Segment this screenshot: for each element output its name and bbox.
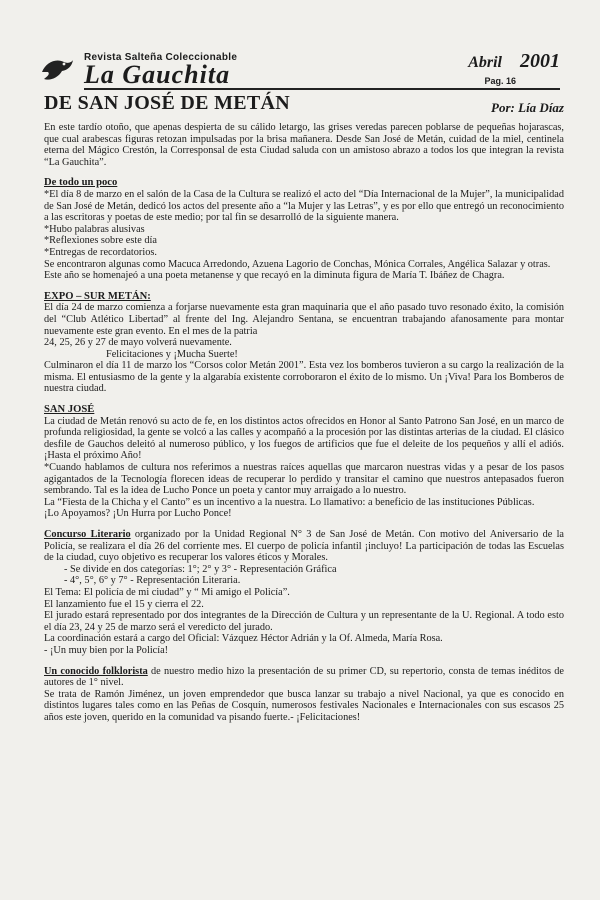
paragraph: *El día 8 de marzo en el salón de la Casa de la Cultura se realizó el acto del “Día Internacional de la Mujer”, la municipalidad de San José de Metán, dedicó los actos del presente año a “la Mujer y las Letras”, y es por ello que entregó un reconocimiento a las escritoras y poetas de este medio; por tal fin se desarrolló de la siguiente manera.: [44, 188, 564, 224]
section-title-folklorista: Un conocido folklorista: [44, 665, 148, 677]
issue-date: [468, 50, 560, 73]
spacer: [44, 282, 564, 291]
paragraph: - ¡Un muy bien por la Policía!: [44, 644, 169, 656]
spacer: [44, 395, 564, 404]
paragraph-text: organizado por la Unidad Regional N° 3 de San José de Metán. Con motivo del Aniversario de la Policía, se realizara el día 26 del corriente mes. El cuerpo de policía infantil ¡incluyo! La participación de todas las Escuelas de la ciudad, cuyo objetivo es recuperar los valores éticos y Morales.: [44, 529, 564, 564]
paragraph: [44, 529, 564, 564]
issue-month: Abril: [468, 54, 502, 71]
paragraph: Culminaron el día 11 de marzo los “Corsos color Metán 2001”. Esta vez los bomberos tuvieron a su cargo la realización de la misma. El entusiasmo de la gente y la algarabía existente corroboraron el éxito de lo mismo. Un ¡Viva! Para los Bomberos de nuestra ciudad.: [44, 360, 564, 395]
issue-year: 2001: [520, 50, 560, 72]
list-item: *Hubo palabras alusivas: [44, 223, 145, 235]
paragraph-text: de nuestro medio hizo la presentación de su primer CD, su repertorio, consta de temas inéditos de autores de 1° nivel.: [44, 665, 564, 689]
page-number: Pag. 16: [484, 76, 516, 86]
list-item: - Se divide en dos categorías: 1°; 2° y 3° - Representación Gráfica: [64, 563, 337, 575]
paragraph: Este año se homenajeó a una poeta metanense y que recayó en la diminuta figura de María T. Ibáñez de Chagra.: [44, 270, 505, 282]
section-title-concurso: Concurso Literario: [44, 529, 131, 540]
paragraph: Se encontraron algunas como Macuca Arredondo, Azuena Lagorio de Conchas, Mónica Corrales, Angélica Salazar y otras.: [44, 258, 551, 270]
header-rule: [84, 88, 560, 90]
paragraph: [44, 666, 564, 689]
paragraph: Felicitaciones y ¡Mucha Suerte!: [106, 348, 238, 360]
list-item: *Entregas de recordatorios.: [44, 246, 157, 258]
paragraph: El lanzamiento fue el 15 y cierra el 22.: [44, 598, 204, 610]
magazine-title: La Gauchita: [84, 60, 231, 89]
list-item: *Reflexiones sobre este día: [44, 235, 157, 247]
spacer: [44, 168, 564, 177]
bird-logo-icon: [40, 54, 74, 84]
paragraph: Se trata de Ramón Jiménez, un joven emprendedor que busca lanzar su trabajo a nivel Nacional, ya que es conocido en distintos lugares tales como en las Peñas de Cosquín, numerosos festivales Nacionales e Internacionales con sus escasos 25 años este joven, querido en la comunidad va pisando fuerte.- ¡Felicitaciones!: [44, 688, 564, 723]
list-item: - 4°, 5°, 6° y 7° - Representación Literaria.: [64, 575, 241, 587]
masthead: [40, 48, 560, 94]
paragraph: La coordinación estará a cargo del Oficial: Vázquez Héctor Adrián y la Of. Almeda, María Rosa.: [44, 633, 443, 645]
paragraph: 24, 25, 26 y 27 de mayo volverá nuevamente.: [44, 337, 232, 349]
section-title-expo: EXPO – SUR METÁN:: [44, 290, 151, 302]
section-title-de-todo: De todo un poco: [44, 177, 118, 189]
section-title-san-jose: SAN JOSÉ: [44, 404, 95, 416]
spacer: [44, 657, 564, 666]
magazine-subtitle: Revista Salteña Coleccionable: [84, 52, 238, 63]
paragraph: El jurado estará representado por dos integrantes de la Dirección de Cultura y un representante de la U. Regional. A todo esto el día 23, 24 y 25 de marzo será el veredicto del jurado.: [44, 610, 564, 633]
article: [44, 92, 564, 724]
paragraph: *Cuando hablamos de cultura nos referimos a nuestras raíces aquellas que marcaron nuestras vidas y a pesar de los pasos agigantados de la Tecnología florecen ideas de recuperar lo perdido y transitar el camino que nuestros antepasados fueron sembrando. Tal es la idea de Lucho Ponce un poeta y cantor muy arraigado a lo nuestro.: [44, 462, 564, 497]
spacer: [44, 520, 564, 529]
paragraph: La “Fiesta de la Chicha y el Canto” es un incentivo a la nuestra. Lo llamativo: a beneficio de las instituciones Públicas.: [44, 496, 535, 508]
byline: Por: Lía Díaz: [491, 100, 564, 115]
paragraph: El día 24 de marzo comienza a forjarse nuevamente esta gran maquinaria que el año pasado tuvo resonado éxito, la comisión del “Club Atlético Libertad” al frente del Ing. Alejandro Sentana, se encuentran trabajando afanosamente para montar nuevamente este gran evento. En el mes de la patria: [44, 302, 564, 337]
paragraph: ¡Lo Apoyamos? ¡Un Hurra por Lucho Ponce!: [44, 508, 232, 520]
paragraph: El Tema: El policía de mi ciudad” y “ Mi amigo el Policía”.: [44, 586, 290, 598]
paragraph: La ciudad de Metán renovó su acto de fe, en los distintos actos ofrecidos en Honor al Santo Patrono San José, en un marco de profunda religiosidad, la gente se volcó a las calles y acompañó a la procesión por las distintas arterias de la ciudad. El clásico desfile de Gauchos deleitó al numeroso público, y los fuegos de artificios que fue el deleite de los pequeños y allí el adiós. ¡Hasta el próximo Año!: [44, 415, 564, 462]
headline-row: [44, 92, 564, 122]
headline: DE SAN JOSÉ DE METÁN: [44, 92, 291, 114]
intro-paragraph: En este tardío otoño, que apenas despierta de su cálido letargo, las grises veredas parecen poblarse de pequeñas hojarascas, que cual arabescas figuras retozan impulsadas por la brisa mañanera. Desde San José de Metán, cuidad de la miel, centinela eterna del Mágico Crestón, la Corresponsal de esta Ciudad saluda con un amistoso abrazo a todos los que integran la revista “La Gauchita”.: [44, 122, 564, 168]
